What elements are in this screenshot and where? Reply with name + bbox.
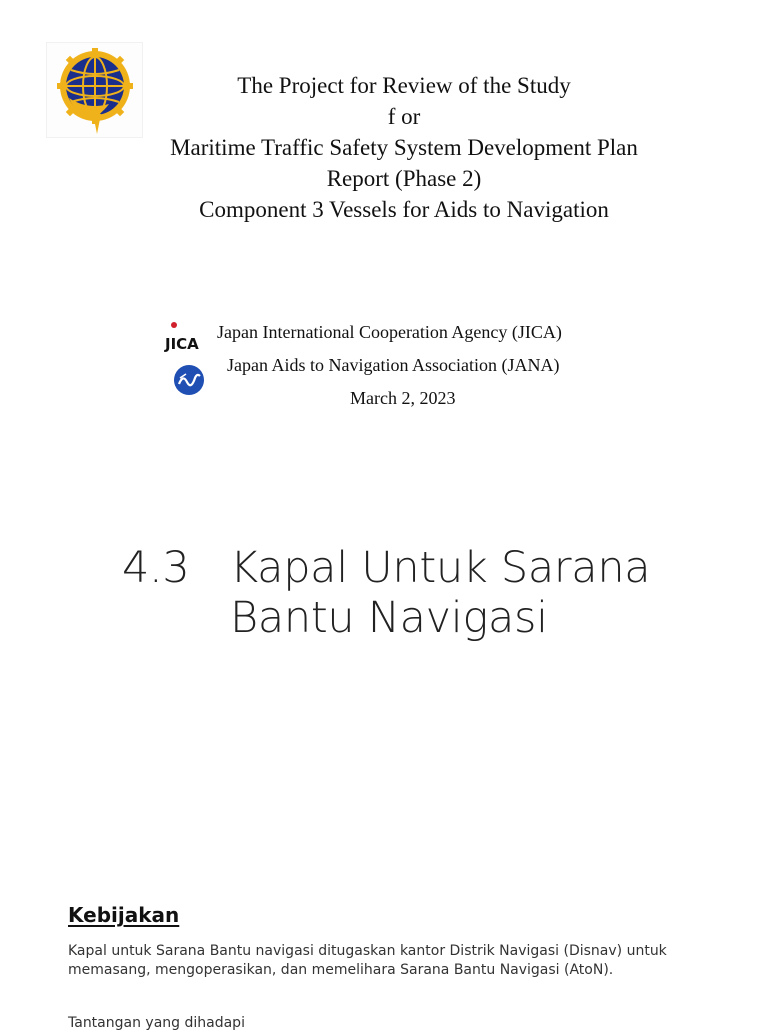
jica-logo-text: JICA [165,335,199,352]
title-line-1: The Project for Review of the Study [237,73,571,98]
jana-name: Japan Aids to Navigation Association (JANA) [227,355,560,375]
title-line-2: f or [387,104,421,129]
section-title-line-1: Kapal Untuk Sarana [230,543,651,593]
report-title [0,70,768,225]
jica-logo-icon [164,320,204,352]
jica-logo [164,320,204,352]
section-heading [122,543,650,643]
jana-logo-icon [173,364,205,396]
policy-paragraph: Kapal untuk Sarana Bantu navigasi ditugaskan kantor Distrik Navigasi (Disnav) untuk memasang, mengoperasikan, dan memelihara Sarana Bantu Navigasi (AtoN). [68,943,667,978]
title-line-5: Component 3 Vessels for Aids to Navigation [199,197,609,222]
report-date: March 2, 2023 [350,388,456,408]
title-line-4: Report (Phase 2) [326,166,482,191]
jana-logo [173,364,205,396]
policy-heading: Kebijakan [68,903,180,927]
title-line-3: Maritime Traffic Safety System Development Plan [170,135,638,160]
jica-name: Japan International Cooperation Agency (JICA) [217,322,562,342]
section-title-line-2: Bantu Navigasi [230,593,548,643]
section-number: 4.3 [122,543,190,593]
challenges-line: Tantangan yang dihadapi [68,1015,245,1031]
